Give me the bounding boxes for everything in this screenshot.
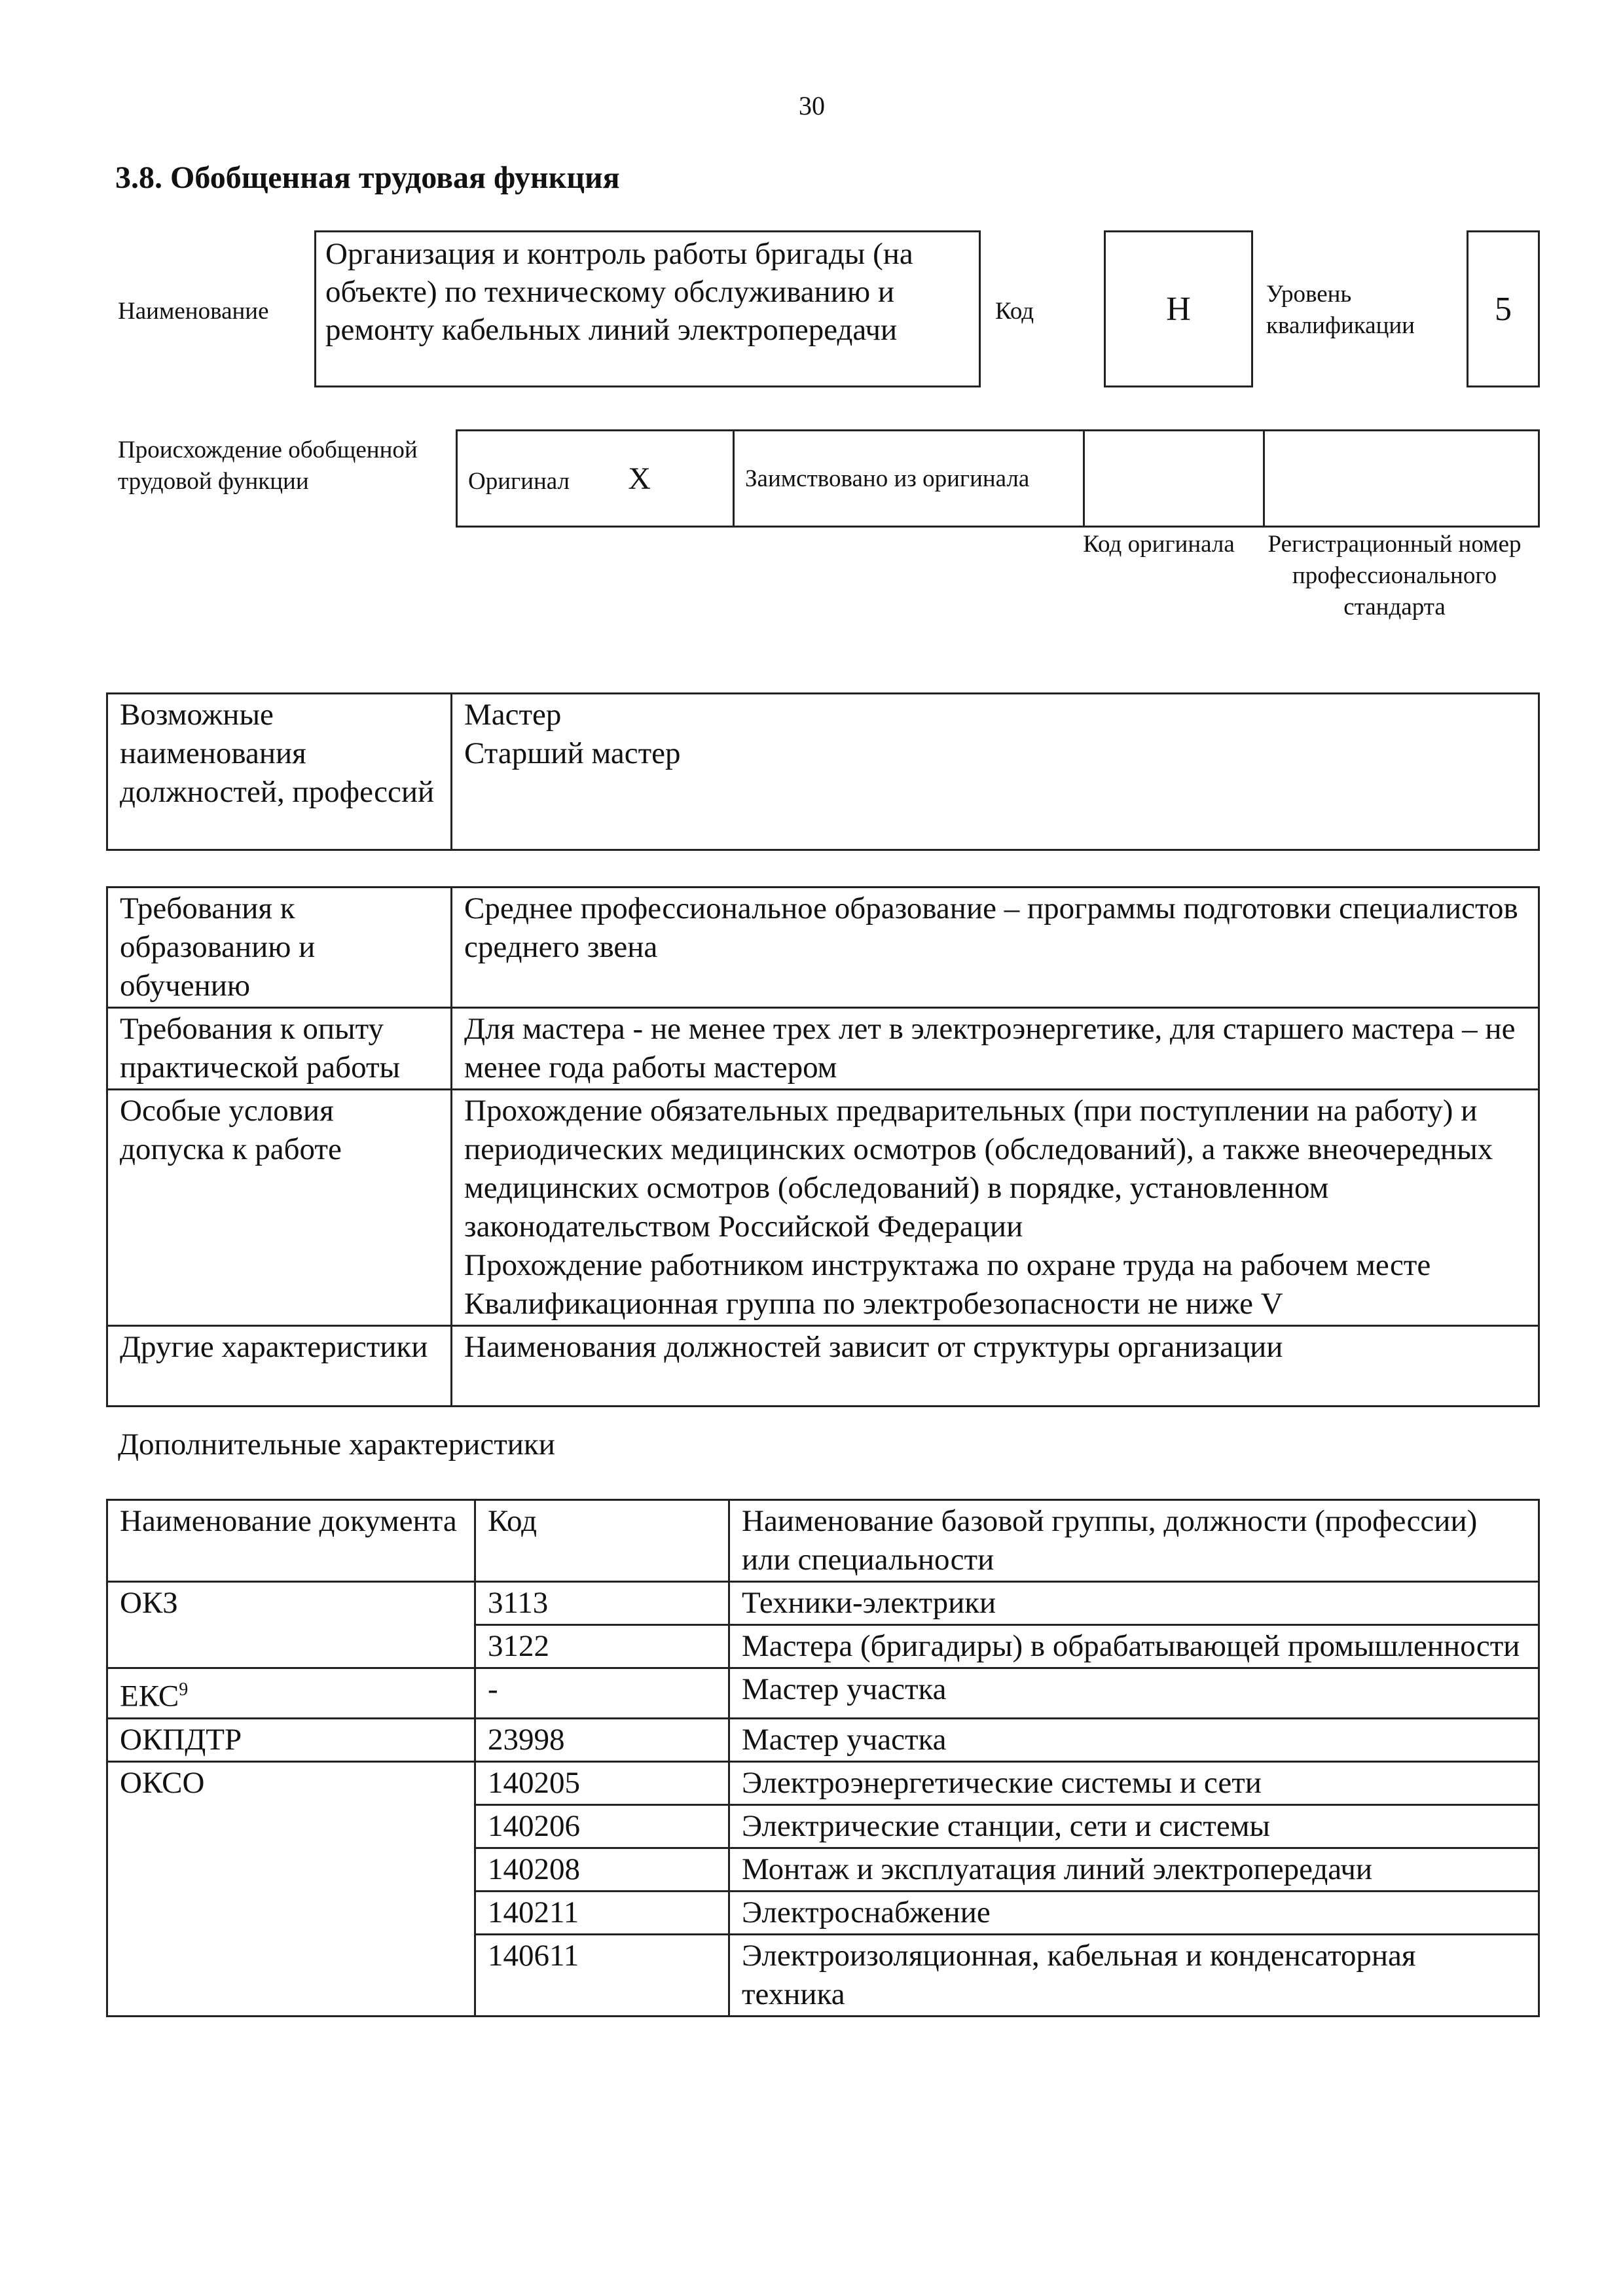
name-cell: Мастер участка	[729, 1718, 1539, 1761]
section-title: 3.8. Обобщенная трудовая функция	[115, 160, 620, 195]
doc-cell: ОКПДТР	[107, 1718, 475, 1761]
name-cell: Мастер участка	[729, 1668, 1539, 1719]
table-row	[107, 1668, 1539, 1719]
name-label: Наименование	[118, 298, 269, 325]
registration-number-caption: Регистрационный номер профессионального стандарта	[1267, 531, 1522, 620]
requirement-value: Прохождение обязательных предварительных (при поступлении на работу) и периодических медицинских осмотров (обследований), а также внеочередных медицинских осмотров (обследований) в порядке, установленном законодательством Российской Федерации Прохождение работником инструктажа по охране труда на рабочем месте Квалификационная группа по электробезопасности не ниже V	[452, 1090, 1539, 1326]
requirement-label: Требования к опыту практической работы	[107, 1008, 452, 1090]
footnote-marker: 9	[179, 1679, 189, 1700]
column-header: Наименование базовой группы, должности (профессии) или специальности	[729, 1500, 1539, 1582]
name-cell: Электроэнергетические системы и сети	[729, 1761, 1539, 1804]
code-cell: 140206	[475, 1804, 729, 1848]
origin-table	[456, 429, 1540, 528]
page-number: 30	[799, 91, 825, 120]
code-cell: 140211	[475, 1891, 729, 1934]
original-mark: X	[628, 461, 651, 496]
origin-original-cell	[457, 431, 734, 527]
requirement-value: Для мастера - не менее трех лет в электроэнергетике, для старшего мастера – не менее года работы мастером	[452, 1008, 1539, 1090]
registration-number-cell	[1264, 431, 1539, 527]
origin-label: Происхождение обобщенной трудовой функции	[118, 437, 418, 495]
positions-label: Возможные наименования должностей, профессий	[107, 694, 452, 850]
column-header: Наименование документа	[107, 1500, 475, 1582]
code-cell: 3122	[475, 1625, 729, 1668]
code-label: Код	[995, 298, 1034, 325]
function-code-box: H	[1104, 230, 1253, 387]
table-row	[107, 1582, 1539, 1625]
name-cell: Электроснабжение	[729, 1891, 1539, 1934]
table-row	[107, 1761, 1539, 1804]
code-cell: -	[475, 1668, 729, 1719]
extra-characteristics-title: Дополнительные характеристики	[118, 1427, 555, 1462]
table-row	[107, 1090, 1539, 1326]
positions-value: Мастер Старший мастер	[452, 694, 1539, 850]
doc-cell: ОКЗ	[107, 1582, 475, 1668]
table-row	[107, 1326, 1539, 1407]
doc-cell	[107, 1668, 475, 1719]
requirements-table	[106, 886, 1540, 1407]
requirement-label: Требования к образованию и обучению	[107, 888, 452, 1008]
doc-name: ЕКС	[120, 1679, 179, 1713]
positions-table	[106, 692, 1540, 851]
code-cell: 140611	[475, 1934, 729, 2016]
original-code-cell	[1084, 431, 1264, 527]
qualification-level-box: 5	[1467, 230, 1540, 387]
name-cell: Мастера (бригадиры) в обрабатывающей промышленности	[729, 1625, 1539, 1668]
name-cell: Техники-электрики	[729, 1582, 1539, 1625]
original-code-caption: Код оригинала	[1083, 531, 1235, 558]
name-cell: Электрические станции, сети и системы	[729, 1804, 1539, 1848]
code-cell: 3113	[475, 1582, 729, 1625]
column-header: Код	[475, 1500, 729, 1582]
requirement-label: Другие характеристики	[107, 1326, 452, 1407]
requirement-label: Особые условия допуска к работе	[107, 1090, 452, 1326]
code-cell: 23998	[475, 1718, 729, 1761]
qualification-level-label: Уровень квалификации	[1266, 281, 1415, 339]
table-row	[107, 1718, 1539, 1761]
name-cell: Электроизоляционная, кабельная и конденсаторная техника	[729, 1934, 1539, 2016]
requirement-value: Среднее профессиональное образование – программы подготовки специалистов среднего звена	[452, 888, 1539, 1008]
extra-characteristics-table	[106, 1499, 1540, 2017]
name-cell: Монтаж и эксплуатация линий электропередачи	[729, 1848, 1539, 1891]
doc-cell: ОКСО	[107, 1761, 475, 2016]
borrowed-label: Заимствовано из оригинала	[734, 431, 1084, 527]
table-header-row	[107, 1500, 1539, 1582]
function-name-box: Организация и контроль работы бригады (на объекте) по техническому обслуживанию и ремонту кабельных линий электропередачи	[314, 230, 981, 387]
code-cell: 140208	[475, 1848, 729, 1891]
table-row	[107, 1008, 1539, 1090]
requirement-value: Наименования должностей зависит от структуры организации	[452, 1326, 1539, 1407]
code-cell: 140205	[475, 1761, 729, 1804]
original-label: Оригинал	[468, 467, 570, 495]
table-row	[107, 888, 1539, 1008]
